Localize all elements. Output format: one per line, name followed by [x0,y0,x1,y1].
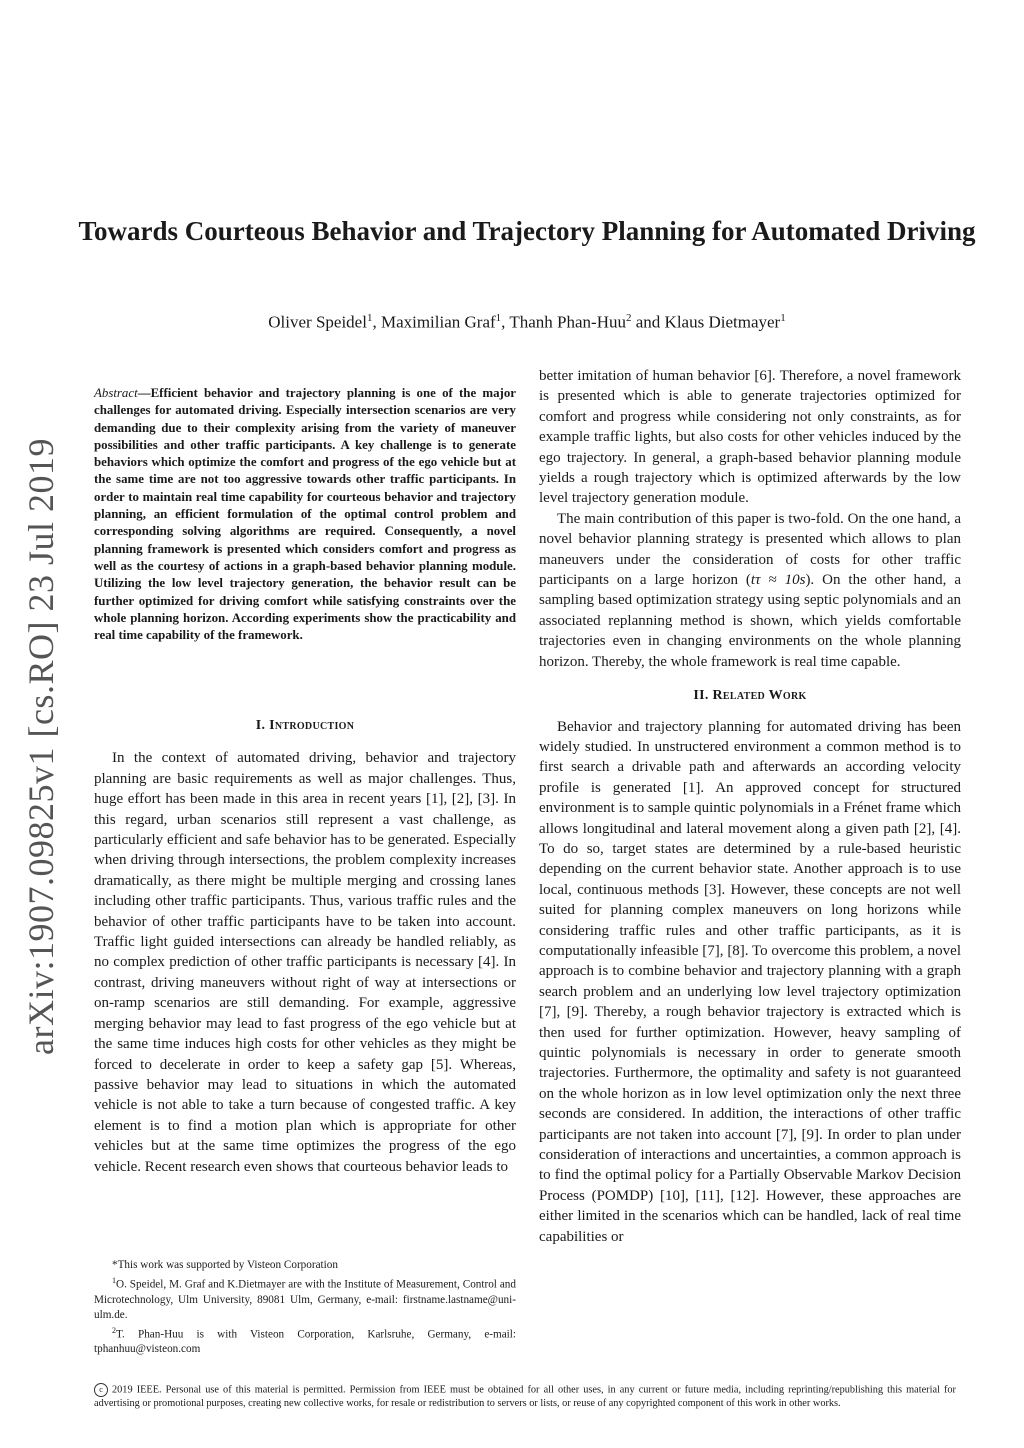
arxiv-stamp: arXiv:1907.09825v1 [cs.RO] 23 Jul 2019 [21,438,61,1055]
left-column [94,716,516,1177]
footnote-support: *This work was supported by Visteon Corporation [112,1259,338,1271]
author-list [60,312,994,333]
section-heading-introduction [94,716,516,736]
copyright-text: 2019 IEEE. Personal use of this material is permitted. Permission from IEEE must be obtained for all other uses, in any current or future media, including reprinting/republishing this material for advertising or promotional purposes, creating new collective works, for resale or redistribution to servers or lists, or reuse of any copyrighted component of this work in other works. [94,1384,956,1409]
author-affiliation: 1 [780,312,786,324]
section-title: Related Work [712,688,807,704]
section-number: II. [693,688,709,704]
footnote-text: O. Speidel, M. Graf and K.Dietmayer are with the Institute of Measurement, Control and Microtechnology, Ulm University, 89081 Ulm, Germany, e-mail: firstname.lastname@uni-ulm.de. [94,1278,516,1321]
author-name: Maximilian Graf [380,312,496,332]
right-column [539,366,961,1247]
footnote-affiliation-2 [94,1323,516,1358]
author-affiliation: 1 [366,312,373,324]
intro-paragraph: In the context of automated driving, behavior and trajectory planning are basic requirements as well as major challenges. Thus, huge effort has been made in this area in recent years [1], [2], [3]. In this regard, urban scenarios still represent a vast challenge, as particularly efficient and safe behavior has to be generated. Especially when driving through intersections, the problem complexity increases dramatically, as there might be multiple merging and crossing lanes including other traffic participants. Thus, various traffic rules and the behavior of other traffic participants have to be taken into account. Traffic light guided intersections can already be handled reliably, as no complex prediction of other traffic participants is necessary [4]. In contrast, driving maneuvers without right of way at intersections or on-ramp scenarios are still demanding. For example, aggressive merging behavior may lead to fast progress of the ego vehicle but at the same time induces high costs for other vehicles as they might be forced to decelerate in order to keep a safety gap [5]. Whereas, passive behavior may lead to situations in which the automated vehicle is not able to take a turn because of congested traffic. A key element is to find a motion plan which is appropriate for other vehicles but at the same time optimizes the progress of the ego vehicle. Recent research even shows that courteous behavior leads to [94,750,516,1175]
copyright-icon: c [94,1383,108,1397]
contribution-text-end: ). On the other hand, a sampling based optimization strategy using septic polynomials and an associated replanning method is shown, which yields comfortable trajectories even in changing environments on the whole planning horizon. Thereby, the whole framework is real time capable. [539,572,961,670]
section-heading-related-work [539,686,961,706]
contribution-text: The main contribution of this paper is two-fold. On the one hand, a novel behavior planning strategy is presented which allows to plan maneuvers under the consideration of costs for other traffic participants on a large horizon ( [539,510,961,589]
intro-continued-paragraph: better imitation of human behavior [6]. Therefore, a novel framework is presented which is able to generate trajectories optimized for comfort and progress while considering not only constraints, as for example traffic lights, but also costs for other vehicles induced by the ego trajectory. In general, a graph-based behavior planning module yields a rough trajectory which is optimized afterwards by the low level trajectory generation module. [539,368,961,507]
author-affiliation: 2 [626,312,632,324]
abstract-text: Efficient behavior and trajectory planning is one of the major challenges for automated driving. Especially intersection scenarios are very demanding due to their complexity arising from the variety of maneuver possibilities and other traffic participants. A key challenge is to generate behaviors which optimize the comfort and progress of the ego vehicle but at the same time are not too aggressive towards other traffic participants. In order to maintain real time capability for courteous behavior and trajectory planning, an efficient formulation of the optimal control problem and corresponding solving algorithms are required. Consequently, a novel planning framework is presented which considers comfort and progress as well as the courtesy of actions in a graph-based behavior planning module. Utilizing the low level trajectory generation, the behavior result can be further optimized for driving comfort while satisfying constraints over the whole planning horizon. According experiments show the practicability and real time capability of the framework. [94,386,516,643]
footnote-text: T. Phan-Huu is with Visteon Corporation, Karlsruhe, Germany, e-mail: tphanhuu@visteon.com [94,1328,516,1356]
related-work-paragraph: Behavior and trajectory planning for automated driving has been widely studied. In unstructered environment a common method is to first search a drivable path and afterwards an according velocity profile is generated [1]. An approved concept for structured environment is to sample quintic polynomials in a Frénet frame which allows longitudinal and lateral movement along a given path [2], [4]. To do so, target states are determined by a rule-based heuristic depending on the current behavior state. Another approach is to use local, continuous methods [3]. However, these concepts are not well suited for planning complex maneuvers on long horizons while considering traffic rules and other traffic participants, as it is computationally infeasible [7], [8]. To overcome this problem, a novel approach is to combine behavior and trajectory planning with a graph search problem and an underlying low level trajectory optimization [7], [9]. Thereby, a rough behavior trajectory is extracted which is then used for further optimization. However, heavy sampling of quintic polynomials is necessary in order to generate smooth trajectories. Furthermore, the optimality and safety is not guaranteed on the whole horizon as in low level optimization only the next three seconds are considered. In addition, the interactions of other traffic participants are not taken into account [7], [9]. In order to plan under consideration of interactions and uncertainties, a common approach is to find the optimal policy for a Partially Observable Markov Decision Process (POMDP) [10], [11], [12]. However, these approaches are either limited in the scenarios which can be handled, lack of real time capabilities or [539,718,961,1245]
footnote-affiliation-1 [94,1273,516,1323]
section-title: Introduction [269,718,355,733]
footnote-mark: 2 [112,1325,116,1335]
author-name: Klaus Dietmayer [664,312,781,332]
author-affiliation: 1 [495,312,502,324]
footnotes [94,1258,516,1357]
horizon-math: tτ ≈ 10s [750,572,806,589]
abstract [94,385,516,644]
author-separator: , [501,312,510,332]
author-name: Thanh Phan-Huu [509,312,626,332]
author-name: Oliver Speidel [268,312,367,332]
author-separator: , [372,312,381,332]
author-separator: and [631,312,665,332]
section-number: I. [255,718,266,733]
abstract-dash: — [137,386,151,400]
footnote-mark: 1 [112,1276,116,1285]
copyright-notice [94,1383,956,1411]
contribution-paragraph [539,509,961,672]
paper-title: Towards Courteous Behavior and Trajectory Planning for Automated Driving [78,216,976,246]
abstract-label: Abstract [94,386,138,400]
